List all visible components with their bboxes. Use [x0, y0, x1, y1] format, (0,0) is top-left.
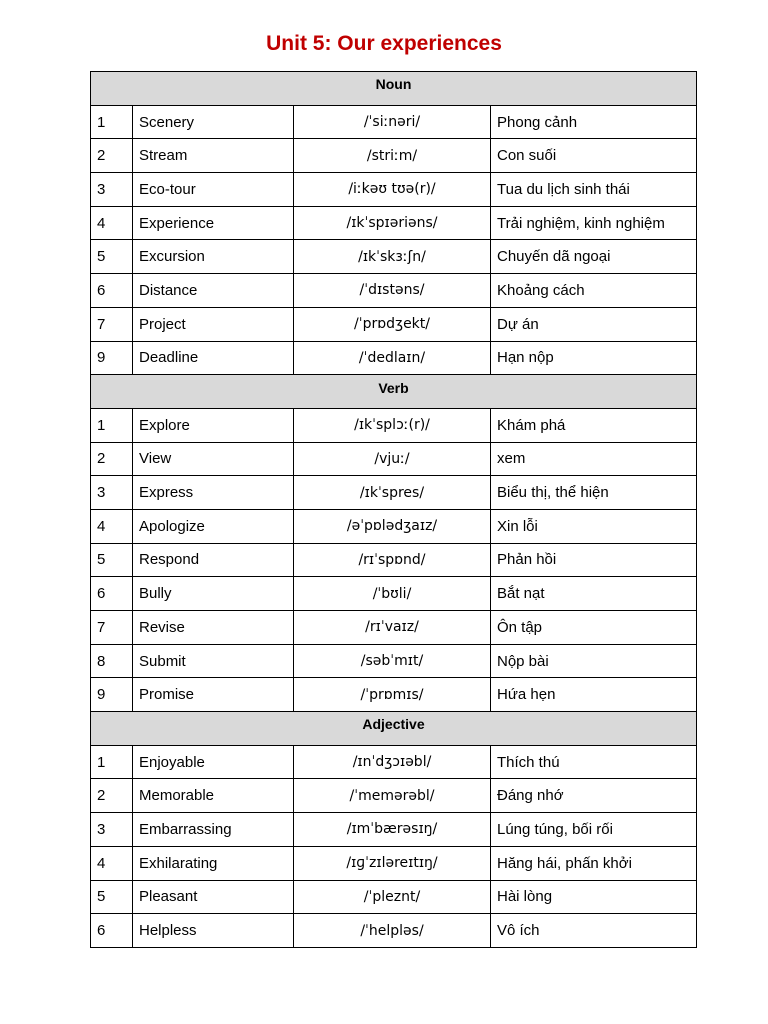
row-number: 1: [91, 745, 133, 779]
section-heading: Noun: [91, 72, 697, 106]
table-row: [91, 611, 697, 645]
pronunciation-cell: /vjuː/: [294, 442, 491, 476]
meaning-cell: Phản hồi: [491, 543, 697, 577]
meaning-cell: Hạn nộp: [491, 341, 697, 375]
row-number: 1: [91, 105, 133, 139]
word-cell: Enjoyable: [133, 745, 294, 779]
row-number: 4: [91, 846, 133, 880]
meaning-cell: Khám phá: [491, 408, 697, 442]
word-cell: Pleasant: [133, 880, 294, 914]
word-cell: Explore: [133, 408, 294, 442]
meaning-cell: xem: [491, 442, 697, 476]
table-row: [91, 745, 697, 779]
row-number: 3: [91, 476, 133, 510]
pronunciation-cell: /ˈhelpləs/: [294, 914, 491, 948]
pronunciation-cell: /striːm/: [294, 139, 491, 173]
meaning-cell: Đáng nhớ: [491, 779, 697, 813]
word-cell: Memorable: [133, 779, 294, 813]
meaning-cell: Tua du lịch sinh thái: [491, 173, 697, 207]
row-number: 9: [91, 341, 133, 375]
page-title: Unit 5: Our experiences: [266, 32, 502, 55]
pronunciation-cell: /ɪmˈbærəsɪŋ/: [294, 813, 491, 847]
row-number: 8: [91, 644, 133, 678]
section-heading: Adjective: [91, 712, 697, 746]
meaning-cell: Phong cảnh: [491, 105, 697, 139]
pronunciation-cell: /ˈdɪstəns/: [294, 274, 491, 308]
word-cell: Apologize: [133, 509, 294, 543]
row-number: 3: [91, 173, 133, 207]
word-cell: Experience: [133, 206, 294, 240]
pronunciation-cell: /ɪkˈskɜːʃn/: [294, 240, 491, 274]
pronunciation-cell: /səbˈmɪt/: [294, 644, 491, 678]
row-number: 5: [91, 880, 133, 914]
meaning-cell: Biểu thị, thể hiện: [491, 476, 697, 510]
table-row: [91, 240, 697, 274]
pronunciation-cell: /ˈbʊli/: [294, 577, 491, 611]
section-header-row: [91, 375, 697, 409]
table-row: [91, 914, 697, 948]
table-row: [91, 476, 697, 510]
pronunciation-cell: /ˈsiːnəri/: [294, 105, 491, 139]
table-row: [91, 341, 697, 375]
table-row: [91, 846, 697, 880]
pronunciation-cell: /rɪˈspɒnd/: [294, 543, 491, 577]
meaning-cell: Thích thú: [491, 745, 697, 779]
word-cell: Promise: [133, 678, 294, 712]
word-cell: Eco-tour: [133, 173, 294, 207]
section-header-row: [91, 72, 697, 106]
pronunciation-cell: /ˈmemərəbl/: [294, 779, 491, 813]
meaning-cell: Ôn tập: [491, 611, 697, 645]
pronunciation-cell: /ˈdedlaɪn/: [294, 341, 491, 375]
vocabulary-table-body: [91, 72, 697, 948]
word-cell: Project: [133, 307, 294, 341]
pronunciation-cell: /ˈprɒmɪs/: [294, 678, 491, 712]
table-row: [91, 644, 697, 678]
row-number: 2: [91, 139, 133, 173]
row-number: 1: [91, 408, 133, 442]
meaning-cell: Vô ích: [491, 914, 697, 948]
meaning-cell: Con suối: [491, 139, 697, 173]
row-number: 9: [91, 678, 133, 712]
table-row: [91, 206, 697, 240]
row-number: 2: [91, 779, 133, 813]
word-cell: Revise: [133, 611, 294, 645]
meaning-cell: Khoảng cách: [491, 274, 697, 308]
row-number: 4: [91, 206, 133, 240]
word-cell: Excursion: [133, 240, 294, 274]
pronunciation-cell: /ɪkˈspres/: [294, 476, 491, 510]
pronunciation-cell: /ɪkˈspɪəriəns/: [294, 206, 491, 240]
row-number: 5: [91, 543, 133, 577]
table-row: [91, 678, 697, 712]
word-cell: Deadline: [133, 341, 294, 375]
word-cell: Bully: [133, 577, 294, 611]
pronunciation-cell: /ɪnˈdʒɔɪəbl/: [294, 745, 491, 779]
row-number: 4: [91, 509, 133, 543]
word-cell: Exhilarating: [133, 846, 294, 880]
pronunciation-cell: /ɪɡˈzɪləreɪtɪŋ/: [294, 846, 491, 880]
row-number: 6: [91, 274, 133, 308]
word-cell: Stream: [133, 139, 294, 173]
row-number: 7: [91, 611, 133, 645]
row-number: 6: [91, 577, 133, 611]
row-number: 3: [91, 813, 133, 847]
pronunciation-cell: /əˈpɒlədʒaɪz/: [294, 509, 491, 543]
row-number: 7: [91, 307, 133, 341]
meaning-cell: Xin lỗi: [491, 509, 697, 543]
table-row: [91, 274, 697, 308]
meaning-cell: Lúng túng, bối rối: [491, 813, 697, 847]
pronunciation-cell: /rɪˈvaɪz/: [294, 611, 491, 645]
meaning-cell: Hăng hái, phấn khởi: [491, 846, 697, 880]
pronunciation-cell: /ˈprɒdʒekt/: [294, 307, 491, 341]
pronunciation-cell: /iːkəʊ tʊə(r)/: [294, 173, 491, 207]
table-row: [91, 139, 697, 173]
table-row: [91, 813, 697, 847]
meaning-cell: Dự án: [491, 307, 697, 341]
word-cell: Scenery: [133, 105, 294, 139]
table-row: [91, 307, 697, 341]
meaning-cell: Hứa hẹn: [491, 678, 697, 712]
vocabulary-table: [90, 71, 697, 948]
table-row: [91, 577, 697, 611]
word-cell: Embarrassing: [133, 813, 294, 847]
meaning-cell: Chuyến dã ngoại: [491, 240, 697, 274]
table-row: [91, 543, 697, 577]
meaning-cell: Bắt nạt: [491, 577, 697, 611]
word-cell: Express: [133, 476, 294, 510]
row-number: 5: [91, 240, 133, 274]
word-cell: View: [133, 442, 294, 476]
word-cell: Submit: [133, 644, 294, 678]
table-row: [91, 509, 697, 543]
meaning-cell: Trải nghiệm, kinh nghiệm: [491, 206, 697, 240]
row-number: 2: [91, 442, 133, 476]
word-cell: Helpless: [133, 914, 294, 948]
meaning-cell: Hài lòng: [491, 880, 697, 914]
section-header-row: [91, 712, 697, 746]
table-row: [91, 880, 697, 914]
section-heading: Verb: [91, 375, 697, 409]
row-number: 6: [91, 914, 133, 948]
table-row: [91, 105, 697, 139]
word-cell: Distance: [133, 274, 294, 308]
word-cell: Respond: [133, 543, 294, 577]
meaning-cell: Nộp bài: [491, 644, 697, 678]
pronunciation-cell: /ˈpleznt/: [294, 880, 491, 914]
pronunciation-cell: /ɪkˈsplɔː(r)/: [294, 408, 491, 442]
table-row: [91, 442, 697, 476]
table-row: [91, 173, 697, 207]
table-row: [91, 408, 697, 442]
table-row: [91, 779, 697, 813]
